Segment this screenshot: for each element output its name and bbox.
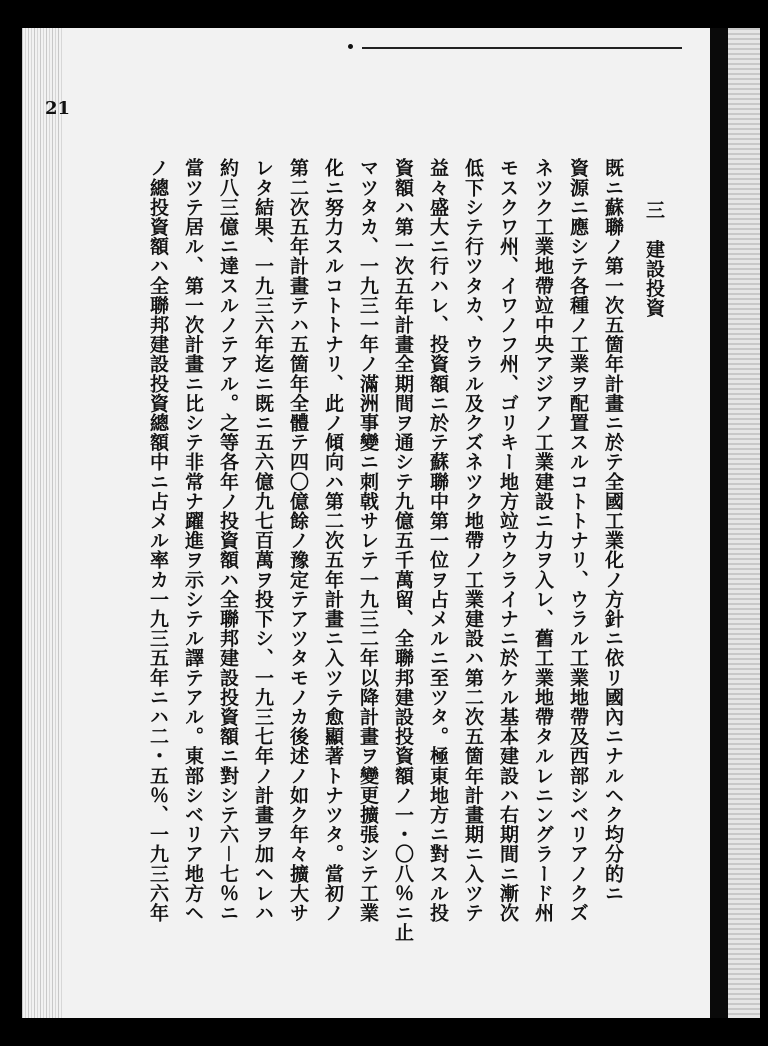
- text-line-2: 資源ニ應シテ各種ノ工業ヲ配置スルコトトナリ、ウラル工業地帶及西部シベリアノクズ: [567, 158, 589, 923]
- text-line-1: 既ニ蘇聯ノ第一次五箇年計畫ニ於テ全國工業化ノ方針ニ依リ國內ニナルヘク均分的ニ: [602, 158, 624, 903]
- text-line-7: 資額ハ第一次五年計畫全期間ヲ通シテ九億五千萬留、全聯邦建設投資額ノ一・〇八％ニ止: [392, 158, 414, 942]
- text-line-3: ネツク工業地帶竝中央アジアノ工業建設ニ力ヲ入レ、舊工業地帶タルレニングラード州: [532, 158, 554, 923]
- text-line-6: 益々盛大ニ行ハレ、投資額ニ於テ蘇聯中第一位ヲ占メルニ至ツタ。極東地方ニ對スル投: [427, 158, 449, 923]
- top-rule-line: [362, 47, 682, 49]
- page-number: 21: [45, 98, 71, 119]
- ink-dot: [348, 44, 353, 49]
- text-line-9: 化ニ努力スルコトトナリ、此ノ傾向ハ第二次五年計畫ニ入ツテ愈顯著トナツタ。當初ノ: [322, 158, 344, 923]
- text-line-5: 低下シテ行ツタカ、ウラル及クズネツク地帶ノ工業建設ハ第二次五箇年計畫期ニ入ツテ: [462, 158, 484, 923]
- next-page-edge: [728, 28, 760, 1018]
- text-line-11: レタ結果、一九三六年迄ニ既ニ五六億九七百萬ヲ投下シ、一九三七年ノ計畫ヲ加ヘレハ: [252, 158, 274, 923]
- book-spine: [710, 28, 728, 1018]
- text-line-8: マツタカ、一九三一年ノ滿洲事變ニ刺戟サレテ一九三二年以降計畫ヲ變更擴張シテ工業: [357, 158, 379, 923]
- text-line-12: 約八三億ニ達スルノテアル。之等各年ノ投資額ハ全聯邦建設投資額ニ對シテ六－七％ニ: [217, 158, 239, 923]
- text-line-13: 當ツテ居ル、第一次計畫ニ比シテ非常ナ躍進ヲ示シテル譯テアル。東部シベリア地方ヘ: [182, 158, 204, 923]
- text-line-4: モスクワ州、イワノフ州、ゴリキー地方竝ウクライナニ於ケル基本建設ハ右期間ニ漸次: [497, 158, 519, 923]
- text-line-14: ノ總投資額ハ全聯邦建設投資總額中ニ占メル率カ一九三五年ニハ二・五％、一九三六年: [147, 158, 169, 923]
- page-edge-texture: [22, 28, 62, 1018]
- text-line-10: 第二次五年計畫テハ五箇年全體テ四〇億餘ノ豫定テアツタモノカ後述ノ如ク年々擴大サ: [287, 158, 309, 923]
- section-title: 三 建設投資: [643, 200, 665, 318]
